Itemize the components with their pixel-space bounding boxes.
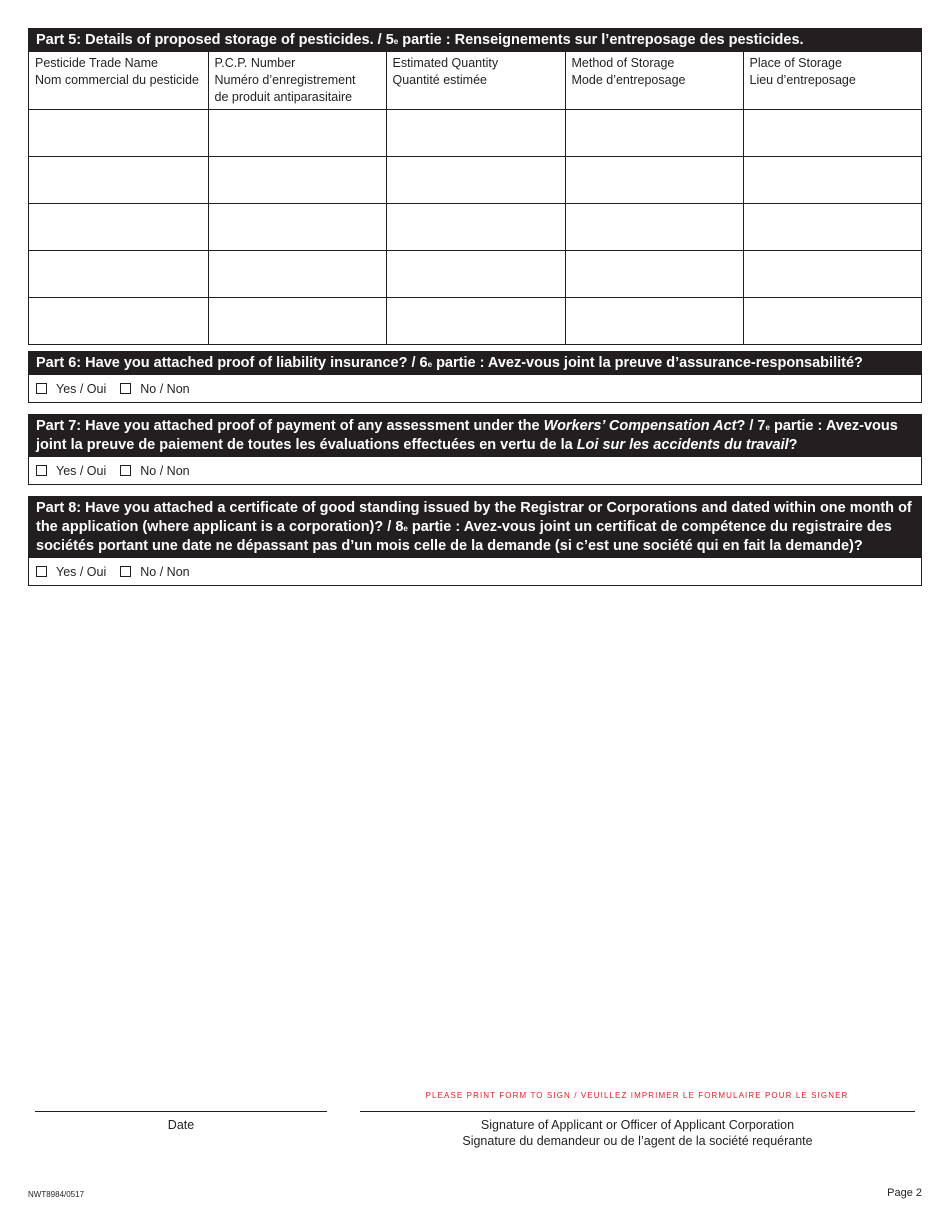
table-row xyxy=(29,298,921,345)
table-row xyxy=(29,157,921,204)
method-field[interactable] xyxy=(566,157,743,203)
trade-name-field[interactable] xyxy=(29,157,208,203)
part6-options xyxy=(29,375,921,402)
signature-label-fr: Signature du demandeur ou de l’agent de la société requérante xyxy=(462,1134,813,1148)
storage-table xyxy=(29,52,921,344)
print-notice: PLEASE PRINT FORM TO SIGN / VEUILLEZ IMPRIMER LE FORMULAIRE POUR LE SIGNER xyxy=(425,1091,849,1100)
column-header-place: Place of Storage Lieu d’entreposage xyxy=(743,52,921,110)
part7-options xyxy=(29,457,921,484)
part8-header: Part 8: Have you attached a certificate of good standing issued by the Registrar or Corporations and dated within one month of the application (where applicant is a corporation)? / 8e partie : Avez-vous joint un certificat de compétence du registraire des sociétés portant une date ne dépassant pas d’un mois celle de la demande (si c’est une société qui en fait la demande)? xyxy=(29,497,921,558)
part6-section xyxy=(28,351,922,403)
page-number: Page 2 xyxy=(887,1187,922,1199)
column-header-pcp-number: P.C.P. Number Numéro d’enregistrement de produit antiparasitaire xyxy=(208,52,386,110)
trade-name-field[interactable] xyxy=(29,204,208,250)
method-field[interactable] xyxy=(566,204,743,250)
method-field[interactable] xyxy=(566,251,743,297)
pcp-number-field[interactable] xyxy=(209,204,386,250)
trade-name-field[interactable] xyxy=(29,298,208,344)
signature-label-en: Signature of Applicant or Officer of Applicant Corporation xyxy=(480,1118,795,1132)
pcp-number-field[interactable] xyxy=(209,110,386,156)
part5-section xyxy=(28,28,922,345)
pcp-number-field[interactable] xyxy=(209,298,386,344)
part8-no-option[interactable]: No / Non xyxy=(120,565,189,579)
quantity-field[interactable] xyxy=(387,251,565,297)
pcp-number-field[interactable] xyxy=(209,157,386,203)
part8-yes-option[interactable]: Yes / Oui xyxy=(36,565,106,579)
part7-yes-option[interactable]: Yes / Oui xyxy=(36,464,106,478)
column-header-method: Method of Storage Mode d’entreposage xyxy=(565,52,743,110)
part7-no-option[interactable]: No / Non xyxy=(120,464,189,478)
place-field[interactable] xyxy=(744,110,922,156)
part5-header: Part 5: Details of proposed storage of pesticides. / 5e partie : Renseignements sur l’entreposage des pesticides. xyxy=(29,29,921,52)
part8-options xyxy=(29,558,921,585)
quantity-field[interactable] xyxy=(387,110,565,156)
part7-yes-checkbox[interactable] xyxy=(36,465,47,476)
part6-no-option[interactable]: No / Non xyxy=(120,382,189,396)
signature-line[interactable] xyxy=(360,1111,915,1112)
place-field[interactable] xyxy=(744,204,922,250)
pcp-number-field[interactable] xyxy=(209,251,386,297)
part6-header: Part 6: Have you attached proof of liability insurance? / 6e partie : Avez-vous joint la preuve d’assurance-responsabilité? xyxy=(29,352,921,375)
part8-yes-checkbox[interactable] xyxy=(36,566,47,577)
method-field[interactable] xyxy=(566,110,743,156)
place-field[interactable] xyxy=(744,298,922,344)
part8-section xyxy=(28,496,922,586)
method-field[interactable] xyxy=(566,298,743,344)
place-field[interactable] xyxy=(744,251,922,297)
signature-label xyxy=(360,1117,915,1149)
date-label: Date xyxy=(167,1118,195,1132)
column-header-trade-name: Pesticide Trade Name Nom commercial du pesticide xyxy=(29,52,208,110)
part6-yes-option[interactable]: Yes / Oui xyxy=(36,382,106,396)
quantity-field[interactable] xyxy=(387,204,565,250)
quantity-field[interactable] xyxy=(387,157,565,203)
part7-no-checkbox[interactable] xyxy=(120,465,131,476)
table-row xyxy=(29,204,921,251)
table-row xyxy=(29,251,921,298)
trade-name-field[interactable] xyxy=(29,251,208,297)
trade-name-field[interactable] xyxy=(29,110,208,156)
place-field[interactable] xyxy=(744,157,922,203)
column-header-quantity: Estimated Quantity Quantité estimée xyxy=(386,52,565,110)
table-row xyxy=(29,110,921,157)
part7-header: Part 7: Have you attached proof of payment of any assessment under the Workers’ Compensation Act? / 7e partie : Avez-vous joint la preuve de paiement de toutes les évaluations effectuées en vertu de la Loi sur les accidents du travail? xyxy=(29,415,921,457)
part6-no-checkbox[interactable] xyxy=(120,383,131,394)
part8-no-checkbox[interactable] xyxy=(120,566,131,577)
part7-section xyxy=(28,414,922,485)
date-line[interactable] xyxy=(35,1111,327,1112)
quantity-field[interactable] xyxy=(387,298,565,344)
part6-yes-checkbox[interactable] xyxy=(36,383,47,394)
form-code: NWT8984/0517 xyxy=(28,1190,85,1199)
